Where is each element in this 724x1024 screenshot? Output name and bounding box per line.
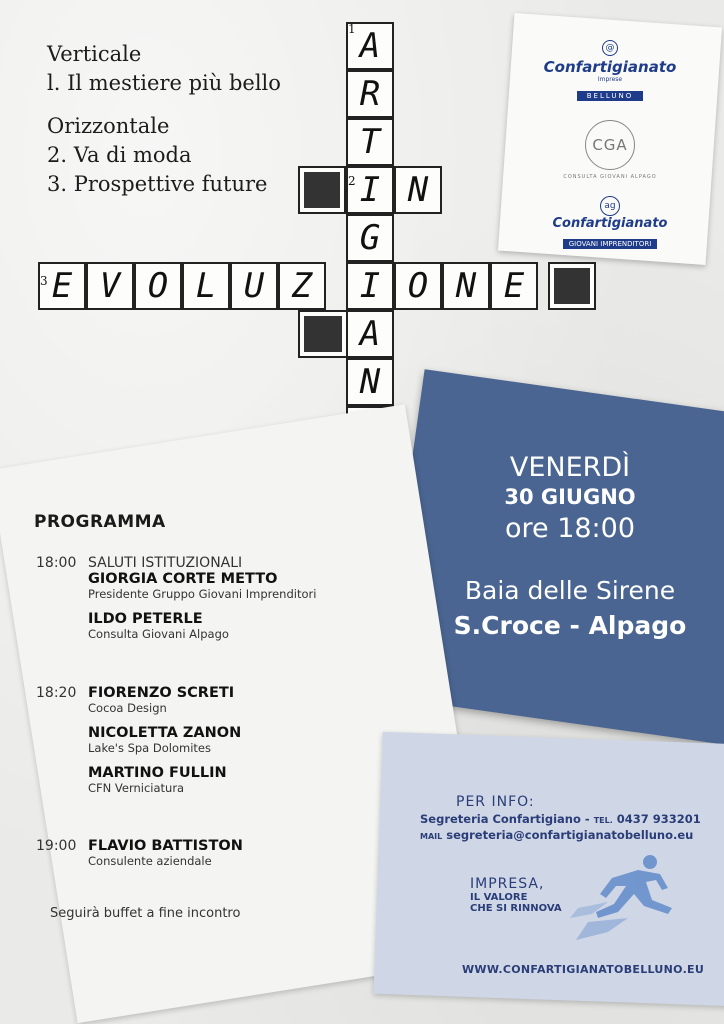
at-logo-icon: @ [602,40,618,56]
cell-black [548,262,596,310]
slogan-line-3: CHE SI RINNOVA [470,903,562,914]
clue-horizontal-title: Orizzontale [47,114,170,138]
cell-h3-8: O [394,262,442,310]
speaker-name: FIORENZO SCRETI [88,685,235,701]
cell-h3-5: U [230,262,278,310]
gi-logo: Confartigianato [552,216,668,231]
cell-black [298,166,346,214]
slot-header: SALUTI ISTITUZIONALI [88,555,243,571]
cell-h3-6: Z [278,262,326,310]
clue-horizontal-3: 3. Prospettive future [47,172,268,196]
speaker-name: MARTINO FULLIN [88,765,227,781]
cga-logo: CGA [585,120,635,170]
gi-subtitle: GIOVANI IMPRENDITORI [563,239,658,249]
slot-time: 19:00 [36,838,77,854]
cell-h3-1: E [38,262,86,310]
slot-time: 18:00 [36,555,77,571]
buffet-note: Seguirà buffet a fine incontro [50,906,241,921]
email-link[interactable]: segreteria@confartigianatobelluno.eu [446,828,694,842]
event-details [430,452,710,640]
speaker-name: NICOLETTA ZANON [88,725,242,741]
cell-h3-4: L [182,262,230,310]
speaker-role: Consulta Giovani Alpago [88,627,229,641]
cell-v4: I [346,166,394,214]
runner-icon [568,852,688,952]
clue-vertical-1: l. Il mestiere più bello [47,71,281,95]
phone-number[interactable]: 0437 933201 [616,812,701,826]
cell-h3-3: O [134,262,182,310]
clue-number-3: 3 [40,274,48,288]
confartigianato-logo: Confartigianato [543,58,677,76]
cell-v6: I [346,262,394,310]
slogan-line-2: IL VALORE [470,892,528,903]
cell-h3-10: E [490,262,538,310]
cell-h3-9: N [442,262,490,310]
cell-v7: A [346,310,394,358]
clue-vertical-title: Verticale [47,42,142,66]
clue-number-1: 1 [348,22,356,36]
event-date: 30 GIUGNO [504,485,636,509]
slogan-line-1: IMPRESA, [470,876,545,892]
speaker-name: ILDO PETERLE [88,611,203,627]
cell-v3: T [346,118,394,166]
contact-info [420,794,720,842]
event-place: Baia delle Sirene [464,576,676,605]
cell-v5: G [346,214,394,262]
cell-v8: N [346,358,394,406]
slot-time: 18:20 [36,685,77,701]
program-title: PROGRAMMA [34,512,166,532]
cell-v1: A [346,22,394,70]
clue-number-2: 2 [348,174,356,188]
imprese-label: Imprese [597,76,623,83]
cell-h3-2: V [86,262,134,310]
cell-v2: R [346,70,394,118]
belluno-label: BELLUNO [577,91,644,101]
speaker-role: Lake's Spa Dolomites [88,741,211,755]
slogan [470,876,562,914]
clue-horizontal-2: 2. Va di moda [47,143,192,167]
tel-label: TEL. [593,816,613,825]
cell-black [298,310,346,358]
cga-subtitle: CONSULTA GIOVANI ALPAGO [563,174,657,180]
event-time: ore 18:00 [504,513,636,544]
mail-label: MAIL [420,832,443,841]
speaker-role: Presidente Gruppo Giovani Imprenditori [88,587,317,601]
speaker-role: CFN Verniciatura [88,781,185,795]
cell-h2-2: N [394,166,442,214]
event-day: VENERDÌ [509,452,631,483]
speaker-name: GIORGIA CORTE METTO [88,571,278,587]
website-link[interactable]: WWW.CONFARTIGIANATOBELLUNO.EU [462,963,705,976]
speaker-role: Cocoa Design [88,701,167,715]
contact-phone-row: Segreteria Confartigiano - TEL. 0437 933201 [420,812,701,826]
info-heading: PER INFO: [456,794,535,810]
org-name: Segreteria Confartigiano [420,812,581,826]
event-town: S.Croce - Alpago [453,611,687,640]
contact-mail-row [420,828,720,842]
speaker-name: FLAVIO BATTISTON [88,838,243,854]
logos [520,40,700,250]
gi-logo-icon: ag [600,196,620,216]
speaker-role: Consulente aziendale [88,854,212,868]
